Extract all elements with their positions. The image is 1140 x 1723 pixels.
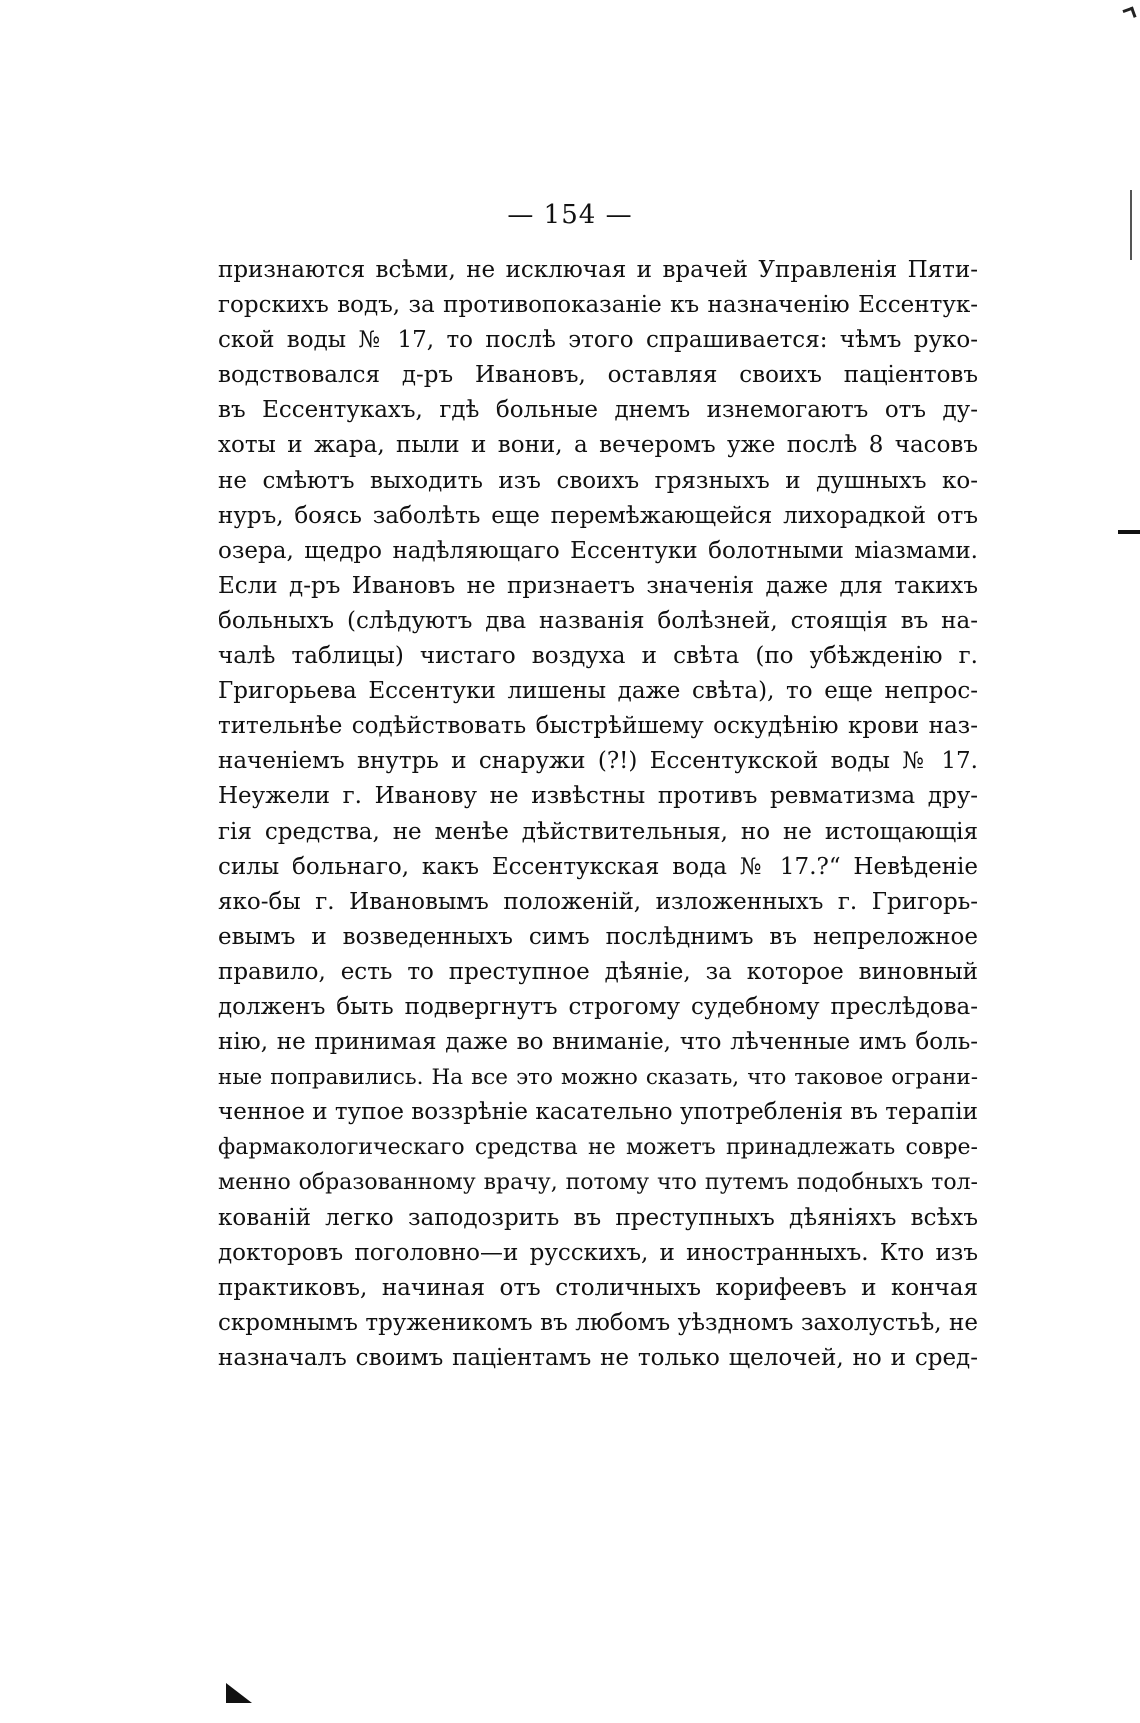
- text-line: Григорьева Ессентуки лишены даже свѣта), то еще непрос-: [218, 678, 978, 705]
- text-line: назначалъ своимъ паціентамъ не только щелочей, но и сред-: [218, 1344, 978, 1371]
- text-line: скромнымъ труженикомъ въ любомъ уѣздномъ захолустьѣ, не: [218, 1309, 978, 1336]
- text-line: наченіемъ внутрь и снаружи (?!) Ессентукской воды № 17.: [218, 748, 978, 775]
- text-line: хоты и жара, пыли и вони, а вечеромъ уже послѣ 8 часовъ: [218, 432, 978, 459]
- text-line: правило, есть то преступное дѣяніе, за которое виновный: [218, 958, 978, 985]
- text-line: озера, щедро надѣляющаго Ессентуки болотными міазмами.: [218, 537, 978, 564]
- text-line: больныхъ (слѣдуютъ два названія болѣзней, стоящія въ на-: [218, 607, 978, 634]
- scan-artifact-edge-tick: [1118, 530, 1140, 534]
- text-line: силы больнаго, какъ Ессентукская вода № 17.?“ Невѣденіе: [218, 853, 978, 880]
- page-number: — 154 —: [507, 200, 633, 230]
- text-line: тительнѣе содѣйствовать быстрѣйшему оскудѣнію крови наз-: [218, 713, 978, 740]
- text-line: ской воды № 17, то послѣ этого спрашивается: чѣмъ руко-: [218, 327, 978, 354]
- text-line: признаются всѣми, не исключая и врачей Управленія Пяти-: [218, 257, 978, 283]
- text-line: яко-бы г. Ивановымъ положеній, изложенныхъ г. Григорь-: [218, 888, 978, 915]
- page-corner-marker-icon: [226, 1683, 252, 1703]
- text-line: Если д-ръ Ивановъ не признаетъ значенія даже для такихъ: [218, 572, 978, 599]
- body-text: [218, 253, 978, 1376]
- text-line: кованій легко заподозрить въ преступныхъ дѣяніяхъ всѣхъ: [218, 1204, 978, 1231]
- text-line: докторовъ поголовно—и русскихъ, и иностранныхъ. Кто изъ: [218, 1239, 978, 1266]
- text-line: ные поправились. На все это можно сказать, что таковое ограни-: [218, 1065, 978, 1091]
- text-line: евымъ и возведенныхъ симъ послѣднимъ въ непреложное: [218, 923, 978, 950]
- text-line: въ Ессентукахъ, гдѣ больные днемъ изнемогаютъ отъ ду-: [218, 397, 978, 424]
- scan-artifact-edge-line: [1130, 190, 1132, 260]
- text-line: ченное и тупое воззрѣніе касательно употребленія въ терапіи: [218, 1099, 978, 1126]
- text-line: гія средства, не менѣе дѣйствительныя, но не истощающія: [218, 818, 978, 845]
- text-line: менно образованному врачу, потому что путемъ подобныхъ тол-: [218, 1170, 978, 1196]
- text-line: фармакологическаго средства не можетъ принадлежать совре-: [218, 1135, 978, 1161]
- text-line: чалѣ таблицы) чистаго воздуха и свѣта (по убѣжденію г.: [218, 643, 978, 670]
- text-line: нуръ, боясь заболѣть еще перемѣжающейся лихорадкой отъ: [218, 502, 978, 529]
- text-line: долженъ быть подвергнутъ строгому судебному преслѣдова-: [218, 993, 978, 1020]
- text-line: нію, не принимая даже во вниманіе, что лѣченные имъ боль-: [218, 1029, 978, 1056]
- text-line: не смѣютъ выходить изъ своихъ грязныхъ и душныхъ ко-: [218, 467, 978, 494]
- text-line: Неужели г. Иванову не извѣстны противъ ревматизма дру-: [218, 783, 978, 810]
- text-line: практиковъ, начиная отъ столичныхъ корифеевъ и кончая: [218, 1274, 978, 1301]
- scan-artifact-corner: [1122, 6, 1136, 20]
- text-line: водствовался д-ръ Ивановъ, оставляя своихъ паціентовъ: [218, 362, 978, 389]
- text-line: горскихъ водъ, за противопоказаніе къ назначенію Ессентук-: [218, 292, 978, 319]
